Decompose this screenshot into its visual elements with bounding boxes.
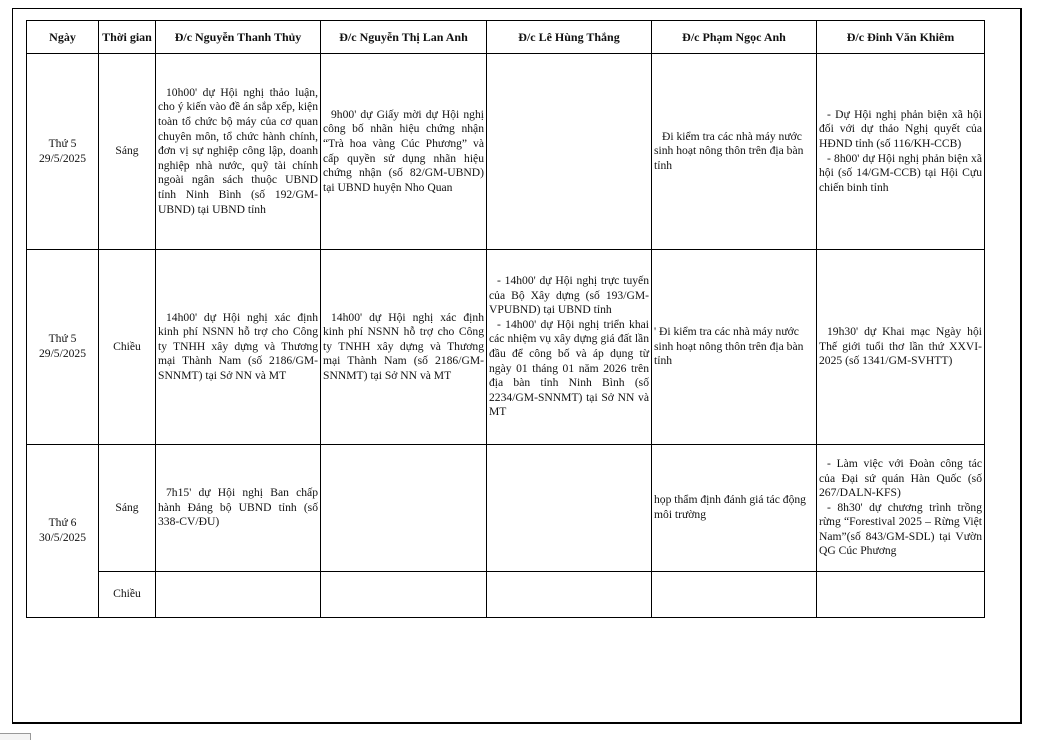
day-name: Thứ 6 [48,516,77,530]
session-cell: Sáng [99,54,156,250]
schedule-entry: - 14h00' dự Hội nghị triển khai các nhiệm vụ xây dựng giá đất lần đầu để công bố và áp dụng từ ngày 01 tháng 01 năm 2026 trên địa bàn tỉnh Ninh Bình (số 2234/GM-SNNMT) tại Sở NN và MT [489,317,649,419]
day-date: 29/5/2025 [38,347,87,360]
schedule-entry: Đi kiểm tra các nhà máy nước sinh hoạt nông thôn trên địa bàn tỉnh [654,129,804,172]
schedule-entry: - 14h00' dự Hội nghị trực tuyến của Bộ Xây dựng (số 193/GM-VPUBND) tại UBND tỉnh [489,274,649,317]
schedule-cell [321,445,487,572]
header-dinh-van-khiem: Đ/c Đinh Văn Khiêm [817,21,985,54]
schedule-entry: 19h30' dự Khai mạc Ngày hội Thế giới tuổi thơ lần thứ XXVI-2025 (số 1341/GM-SVHTT) [819,325,982,368]
schedule-cell [156,54,321,250]
day-date: 29/5/2025 [38,151,87,165]
day-name: Thứ 5 [48,332,77,346]
day-cell [27,445,99,618]
header-row [27,21,985,54]
day-cell [27,250,99,445]
schedule-cell [817,250,985,445]
schedule-entry: 9h00' dự Giấy mời dự Hội nghị công bố nhãn hiệu chứng nhận “Trà hoa vàng Cúc Phương” và cấp quyền sử dụng nhãn hiệu chứng nhận (số 82/GM-UBND) tại UBND huyện Nho Quan [323,107,484,194]
schedule-cell [487,445,652,572]
schedule-entry: ' Đi kiểm tra các nhà máy nước sinh hoạt nông thôn trên địa bàn tỉnh [654,325,804,368]
schedule-cell [487,54,652,250]
schedule-cell [817,572,985,618]
day-name: Thứ 5 [48,136,77,150]
schedule-cell [652,445,817,572]
table-row [27,572,985,618]
schedule-cell [321,54,487,250]
schedule-cell [487,250,652,445]
schedule-entry: 7h15' dự Hội nghị Ban chấp hành Đảng bộ UBND tỉnh (số 338-CV/ĐU) [158,486,318,529]
header-le-hung-thang: Đ/c Lê Hùng Thắng [487,21,652,54]
schedule-cell [156,250,321,445]
schedule-cell [321,250,487,445]
table-row [27,445,985,572]
day-date: 30/5/2025 [38,531,87,544]
session-cell: Chiều [99,250,156,445]
table-row [27,250,985,445]
session-cell: Chiều [99,572,156,618]
header-nguyen-thanh-thuy: Đ/c Nguyễn Thanh Thủy [156,21,321,54]
session-cell: Sáng [99,445,156,572]
header-nguyen-thi-lan-anh: Đ/c Nguyễn Thị Lan Anh [321,21,487,54]
header-time: Thời gian [99,21,156,54]
schedule-entry: - Dự Hội nghị phản biện xã hội đối với dự thảo Nghị quyết của HĐND tỉnh (số 116/KH-CCB) [819,107,982,150]
schedule-cell [817,445,985,572]
header-pham-ngoc-anh: Đ/c Phạm Ngọc Anh [652,21,817,54]
schedule-entry: - Làm việc với Đoàn công tác của Đại sứ quán Hàn Quốc (số 267/DALN-KFS) [819,456,982,500]
day-cell [27,54,99,250]
schedule-cell [321,572,487,618]
schedule-entry: 14h00' dự Hội nghị xác định kinh phí NSNN hỗ trợ cho Công ty TNHH xây dựng và Thương mại Thành Nam (số 2186/GM-SNNMT) tại Sở NN và MT [323,310,484,382]
schedule-table [26,20,985,618]
schedule-cell [156,445,321,572]
schedule-cell [487,572,652,618]
schedule-cell [156,572,321,618]
schedule-entry: họp thẩm định đánh giá tác động môi trường [654,493,806,521]
schedule-cell [652,54,817,250]
table-row [27,54,985,250]
schedule-entry: 10h00' dự Hội nghị thảo luận, cho ý kiến vào đề án sắp xếp, kiện toàn tổ chức bộ máy của cơ quan chuyên môn, tổ chức hành chính, đơn vị sự nghiệp công lập, doanh nghiệp nhà nước, quỹ tài chính ngoài ngân sách thuộc UBND tỉnh Ninh Bình (số 192/GM-UBND) tại UBND tỉnh [158,85,318,216]
schedule-cell [652,572,817,618]
schedule-cell [817,54,985,250]
header-day: Ngày [27,21,99,54]
schedule-entry: - 8h30' dự chương trình trồng rừng “Forestival 2025 – Rừng Việt Nam”(số 843/GM-SDL) tại Vườn QG Cúc Phương [819,500,982,558]
schedule-cell [652,250,817,445]
schedule-entry: 14h00' dự Hội nghị xác định kinh phí NSNN hỗ trợ cho Công ty TNHH xây dựng và Thương mại Thành Nam (số 2186/GM-SNNMT) tại Sở NN và MT [158,310,318,382]
schedule-entry: - 8h00' dự Hội nghị phản biện xã hội (số 14/GM-CCB) tại Hội Cựu chiến binh tỉnh [819,151,982,194]
